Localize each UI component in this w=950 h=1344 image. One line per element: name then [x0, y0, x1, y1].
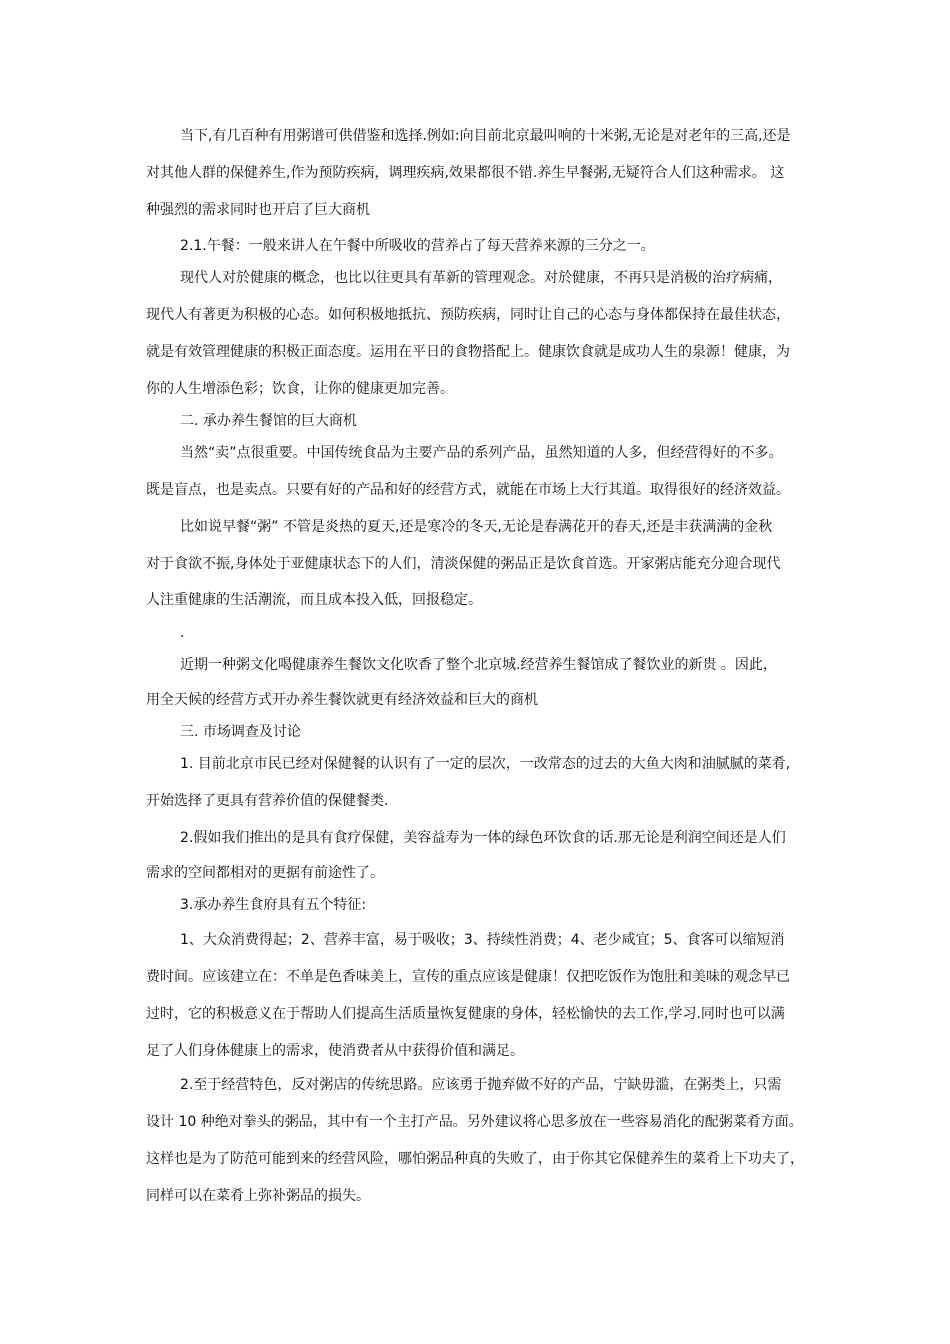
text-line: 3.承办养生食府具有五个特征:: [180, 897, 367, 913]
text-line: 同样可以在菜肴上弥补粥品的损失。: [146, 1188, 370, 1204]
text-line: 设计 10 种绝对拳头的粥品，其中有一个主打产品。另外建议将心思多放在一些容易消化的配粥菜肴方面。: [146, 1114, 803, 1130]
text-line: 种强烈的需求同时也开启了巨大商机: [146, 202, 370, 218]
text-line: 当下,有几百种有用粥谱可供借鉴和选择.例如:向目前北京最叫响的十米粥,无论是对老年的三高,还是: [180, 128, 791, 144]
text-line: 2.1.午餐：一般来讲人在午餐中所吸收的营养占了每天营养来源的三分之一。: [180, 238, 655, 254]
section-heading: 二. 承办养生餐馆的巨大商机: [180, 413, 357, 429]
text-line: 现代人对於健康的概念，也比以往更具有革新的管理观念。对於健康，不再只是消极的治疗病痛，: [180, 270, 782, 286]
text-line: 用全天候的经营方式开办养生餐饮就更有经济效益和巨大的商机: [146, 692, 538, 708]
text-line: 这样也是为了防范可能到来的经营风险，哪怕粥品种真的失败了，由于你其它保健养生的菜肴上下功夫了，: [146, 1151, 804, 1167]
text-line: 就是有效管理健康的积极正面态度。运用在平日的食物搭配上。健康饮食就是成功人生的泉源！健康，为: [146, 344, 790, 360]
text-line: 你的人生增添色彩；饮食，让你的健康更加完善。: [146, 381, 454, 397]
text-line: 人注重健康的生活潮流，而且成本投入低，回报稳定。: [146, 592, 482, 608]
text-line: 费时间。应该建立在：不单是色香味美上，宣传的重点应该是健康！仅把吃饭作为饱肚和美味的观念早已: [146, 969, 790, 985]
text-line: 当然“卖”点很重要。中国传统食品为主要产品的系列产品，虽然知道的人多，但经营得好的不多。: [180, 445, 783, 461]
text-line: .: [180, 625, 185, 641]
text-line: 既是盲点，也是卖点。只要有好的产品和好的经营方式，就能在市场上大行其道。取得很好的经济效益。: [146, 482, 790, 498]
text-line: 过时，它的积极意义在于帮助人们提高生活质量恢复健康的身体，轻松愉快的去工作,学习.同时也可以满: [146, 1006, 785, 1022]
text-line: 开始选择了更具有营养价值的保健餐类.: [146, 793, 389, 809]
text-line: 对其他人群的保健养生,作为预防疾病，调理疾病,效果都很不错.养生早餐粥,无疑符合人们这种需求。 这: [146, 165, 785, 181]
text-line: 2.至于经营特色，反对粥店的传统思路。应该勇于抛弃做不好的产品，宁缺毋滥，在粥类上，只需: [180, 1077, 782, 1093]
text-line: 现代人有著更为积极的心态。如何积极地抵抗、预防疾病，同时让自己的心态与身体都保持在最佳状态，: [146, 307, 790, 323]
text-line: 近期一种粥文化喝健康养生餐饮文化吹香了整个北京城.经营养生餐馆成了餐饮业的新贵 。因此，: [180, 657, 777, 673]
text-line: 比如说早餐“粥” 不管是炎热的夏天,还是寒冷的冬天,无论是春满花开的春天,还是丰获满满的金秋: [180, 519, 773, 535]
text-line: 足了人们身体健康上的需求，使消费者从中获得价值和满足。: [146, 1043, 524, 1059]
text-line: 1、大众消费得起；2、营养丰富，易于吸收；3、持续性消费；4、老少咸宜；5、食客可以缩短消: [180, 932, 785, 948]
section-heading: 三. 市场调查及讨论: [180, 724, 301, 740]
text-line: 需求的空间都相对的更据有前途性了。: [146, 865, 384, 881]
text-line: 1. 目前北京市民已经对保健餐的认识有了一定的层次，一改常态的过去的大鱼大肉和油腻腻的菜肴,: [180, 756, 791, 772]
text-line: 2.假如我们推出的是具有食疗保健，美容益寿为一体的绿色环饮食的话.那无论是利润空间还是人们: [180, 830, 786, 846]
text-line: 对于食欲不振,身体处于亚健康状态下的人们，清淡保健的粥品正是饮食首选。开家粥店能充分迎合现代: [146, 556, 781, 572]
